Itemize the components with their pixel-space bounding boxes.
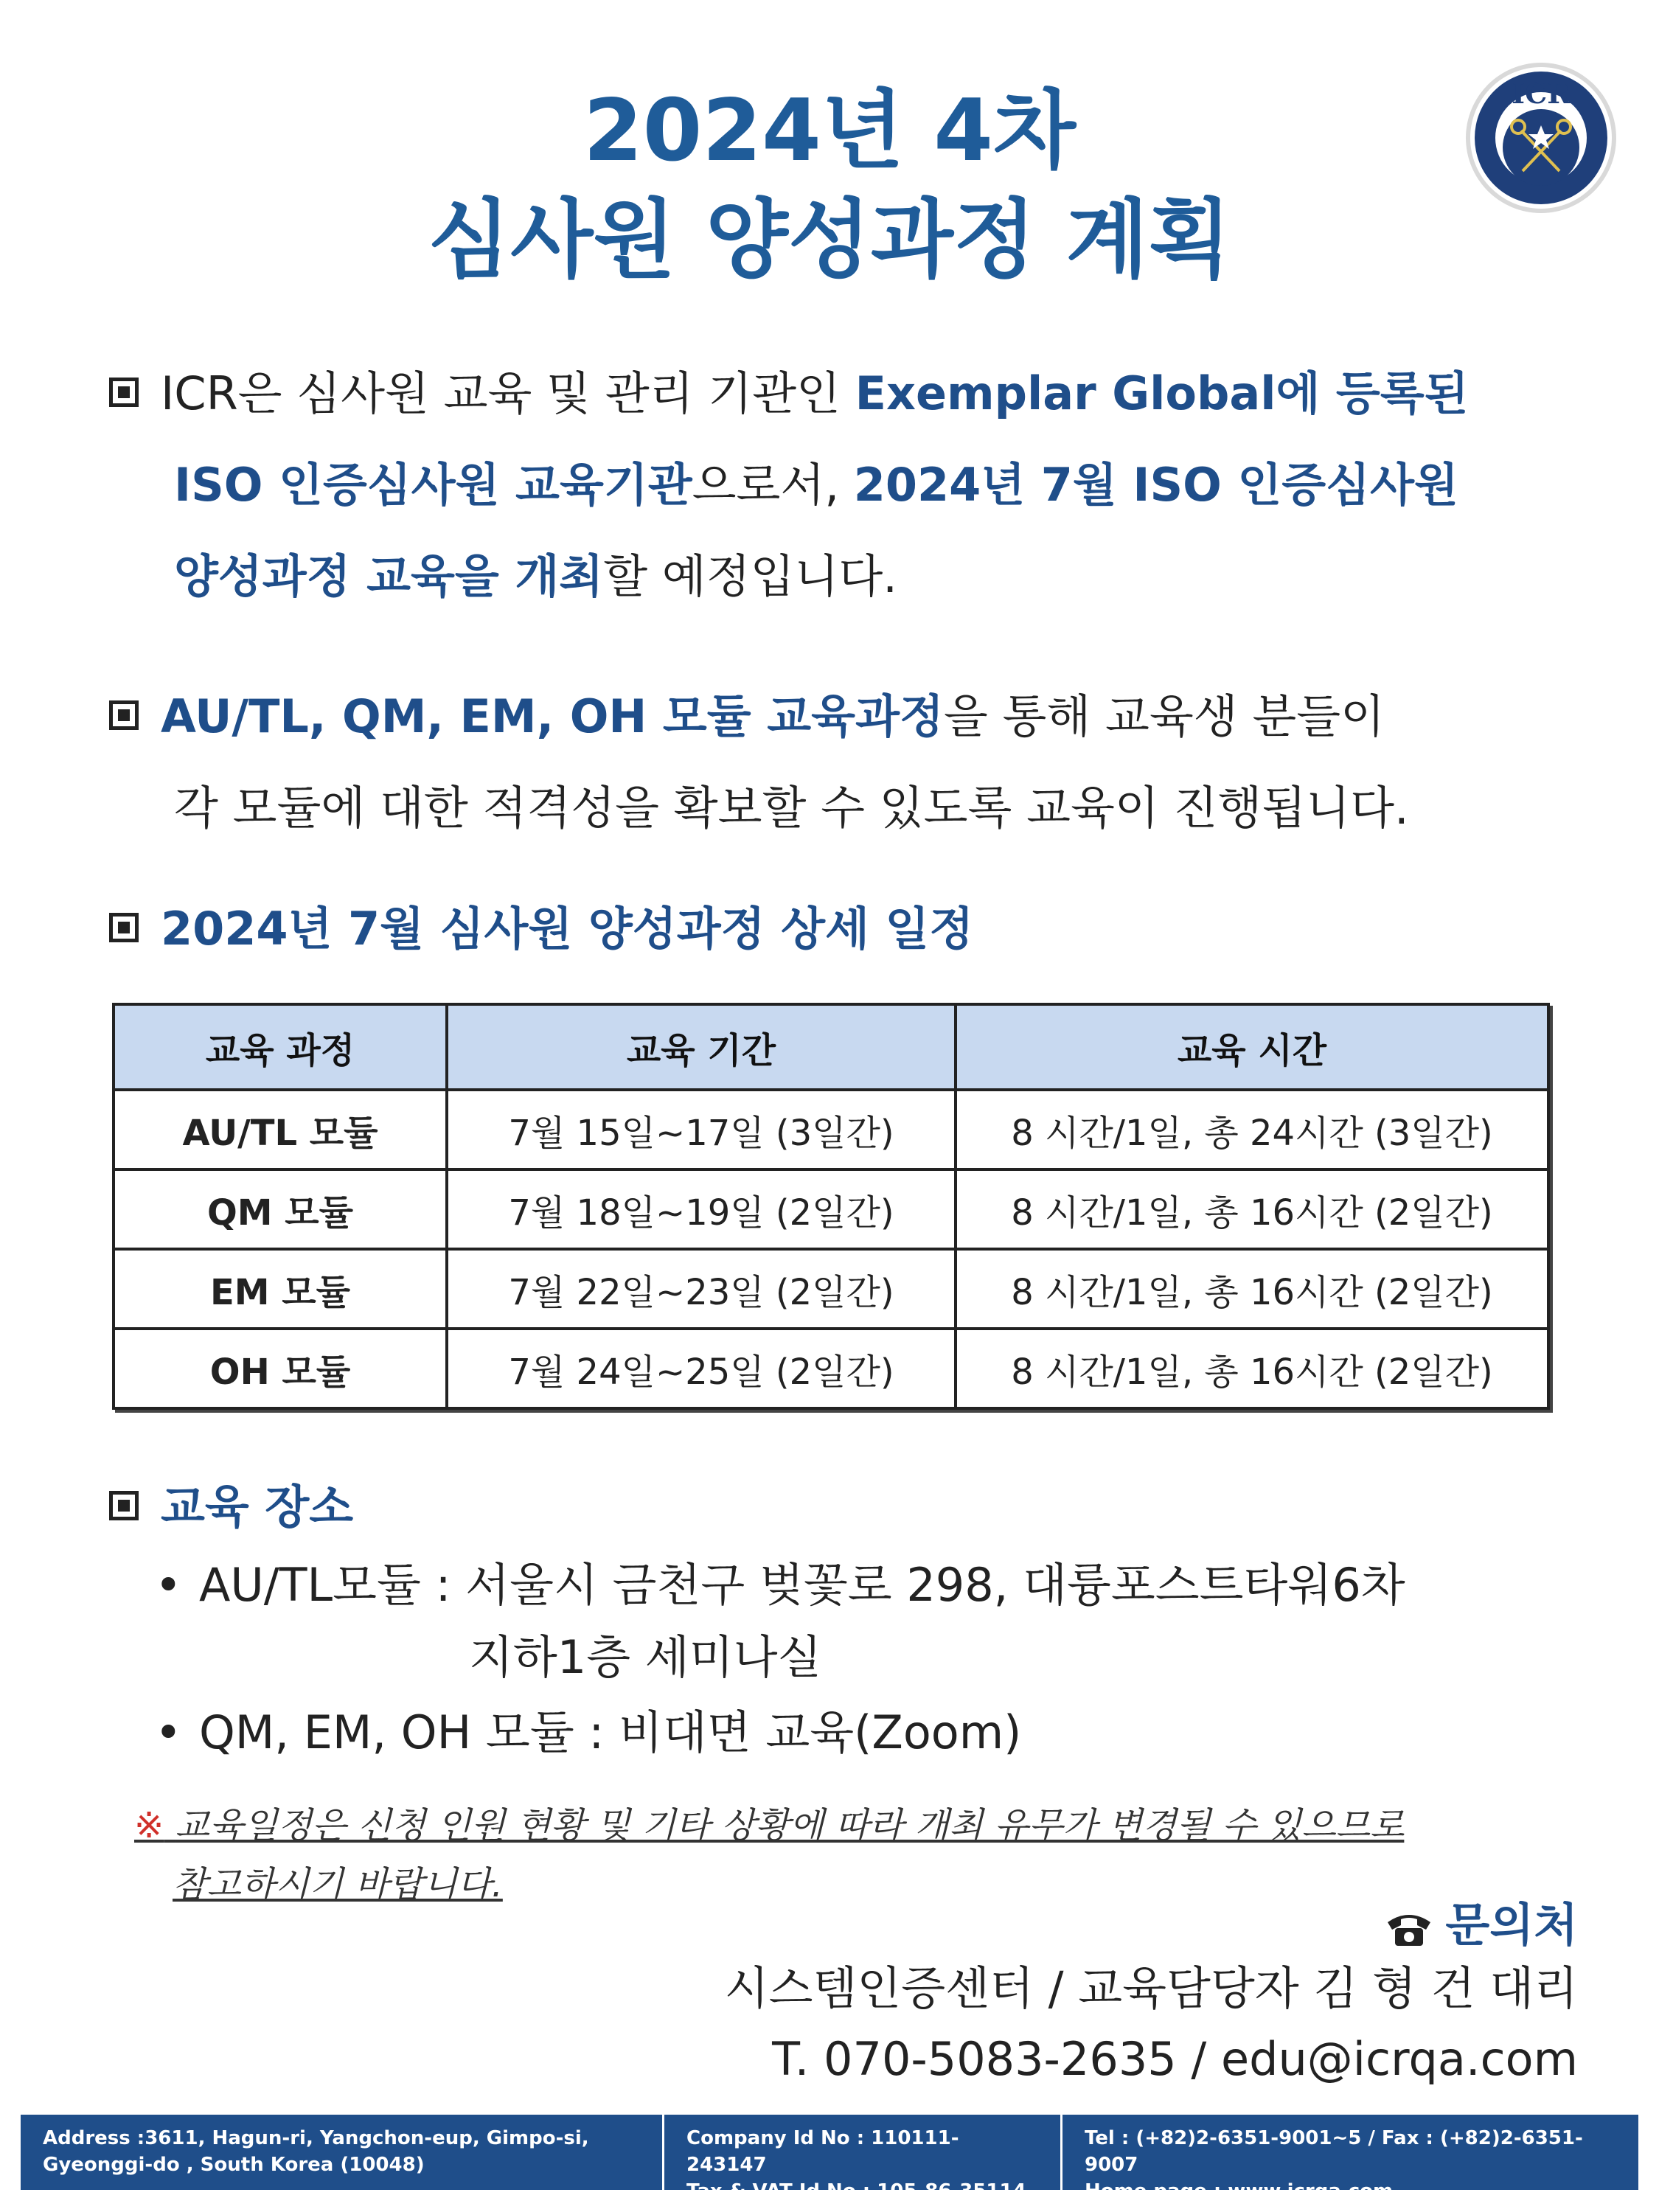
footer-text: Tel : (+82)2-6351-9001~5 / Fax : (+82)2-6351-9007 [1085,2127,1583,2176]
table-row [114,1090,1548,1169]
footer-address [21,2115,662,2190]
icr-logo [1464,60,1618,215]
modules-line-1 [109,671,1409,762]
venue-heading [109,1461,353,1553]
square-bullet-icon [109,378,139,407]
footer-company-ids [662,2115,1060,2202]
logo-text: ICR [1512,77,1571,110]
period-cell: 7월 15일~17일 (3일간) [447,1090,956,1169]
square-bullet-icon [109,1491,139,1520]
page-title-line2: 심사원 양성과정 계획 [428,190,1231,290]
contact-department: 시스템인증센터 / 교육담당자 김 형 건 대리 [724,1961,1578,2015]
schedule-heading-text: 2024년 7월 심사원 양성과정 상세 일정 [161,902,974,956]
table-row [114,1169,1548,1249]
intro-highlight: 양성과정 교육을 개최 [174,549,604,603]
hours-cell: 8 시간/1일, 총 16시간 (2일간) [956,1249,1548,1329]
square-bullet-icon [109,700,139,730]
schedule-table [112,1003,1550,1410]
schedule-notice [134,1796,1535,1914]
module-cell: EM 모듈 [114,1249,447,1329]
footer-homepage-link[interactable]: Home page : www.icrqa.com [1085,2180,1394,2202]
intro-highlight: 2024년 7월 ISO 인증심사원 [853,458,1458,512]
module-cell: OH 모듈 [114,1329,447,1408]
intro-text: 할 예정입니다. [603,549,897,603]
period-cell: 7월 24일~25일 (2일간) [447,1329,956,1408]
intro-highlight: Exemplar Global에 등록된 [855,366,1469,420]
table-row [114,1249,1548,1329]
table-row [114,1329,1548,1408]
column-header: 교육 시간 [956,1004,1548,1090]
venue-item-online [155,1696,1021,1770]
hours-cell: 8 시간/1일, 총 24시간 (3일간) [956,1090,1548,1169]
footer-text: Company Id No : 110111-243147 [686,2127,959,2176]
square-bullet-icon [109,913,139,942]
module-cell: QM 모듈 [114,1169,447,1249]
footer-contact [1060,2115,1638,2202]
intro-highlight: ISO 인증심사원 교육기관 [174,458,692,512]
intro-line-2 [109,439,1469,531]
dot-bullet-icon: • [155,1558,182,1612]
contact-heading [1383,1892,1578,1958]
schedule-heading [109,883,973,975]
intro-line-3 [109,531,1469,622]
column-header: 교육 기간 [447,1004,956,1090]
intro-line-1 [109,348,1469,439]
venue-item-autl-cont: 지하1층 세미나실 [469,1630,822,1684]
venue-item-text: QM, EM, OH 모듈 : 비대면 교육(Zoom) [199,1705,1022,1759]
contact-heading-text: 문의처 [1445,1898,1578,1952]
footer-bar [21,2115,1638,2202]
hours-cell: 8 시간/1일, 총 16시간 (2일간) [956,1329,1548,1408]
period-cell: 7월 22일~23일 (2일간) [447,1249,956,1329]
footer-text: Gyeonggi-do , South Korea (10048) [43,2154,425,2176]
footer-text: Tax & VAT Id No : 105-86-35114 [686,2180,1026,2202]
intro-section [109,348,1469,622]
page-title-line1: 2024년 4차 [582,81,1077,181]
modules-line-2: 각 모듈에 대한 적격성을 확보할 수 있도록 교육이 진행됩니다. [174,781,1409,835]
module-cell: AU/TL 모듈 [114,1090,447,1169]
dot-bullet-icon: • [155,1705,182,1759]
table-header-row [114,1004,1548,1090]
venue-heading-text: 교육 장소 [161,1480,354,1534]
notice-text: 교육일정은 신청 인원 현황 및 기타 상황에 따라 개최 유무가 변경될 수 있으므로 [175,1805,1405,1846]
contact-phone-email: T. 070-5083-2635 / edu@icrqa.com [772,2032,1578,2086]
footer-text: Address :3611, Hagun-ri, Yangchon-eup, Gimpo-si, [43,2127,589,2149]
notice-text: 참고하시기 바랍니다. [173,1864,503,1905]
modules-highlight: AU/TL, QM, EM, OH 모듈 교육과정 [161,689,944,743]
column-header: 교육 과정 [114,1004,447,1090]
modules-section [109,671,1409,854]
modules-text: 을 통해 교육생 분들이 [943,689,1385,743]
hours-cell: 8 시간/1일, 총 16시간 (2일간) [956,1169,1548,1249]
venue-item-autl [155,1548,1405,1622]
reference-mark-icon: ※ [134,1805,164,1846]
period-cell: 7월 18일~19일 (2일간) [447,1169,956,1249]
venue-item-text: AU/TL모듈 : 서울시 금천구 벚꽃로 298, 대륭포스트타워6차 [199,1558,1405,1612]
telephone-icon [1383,1906,1435,1950]
intro-text: 으로서, [692,458,854,512]
intro-text: ICR은 심사원 교육 및 관리 기관인 [161,366,855,420]
